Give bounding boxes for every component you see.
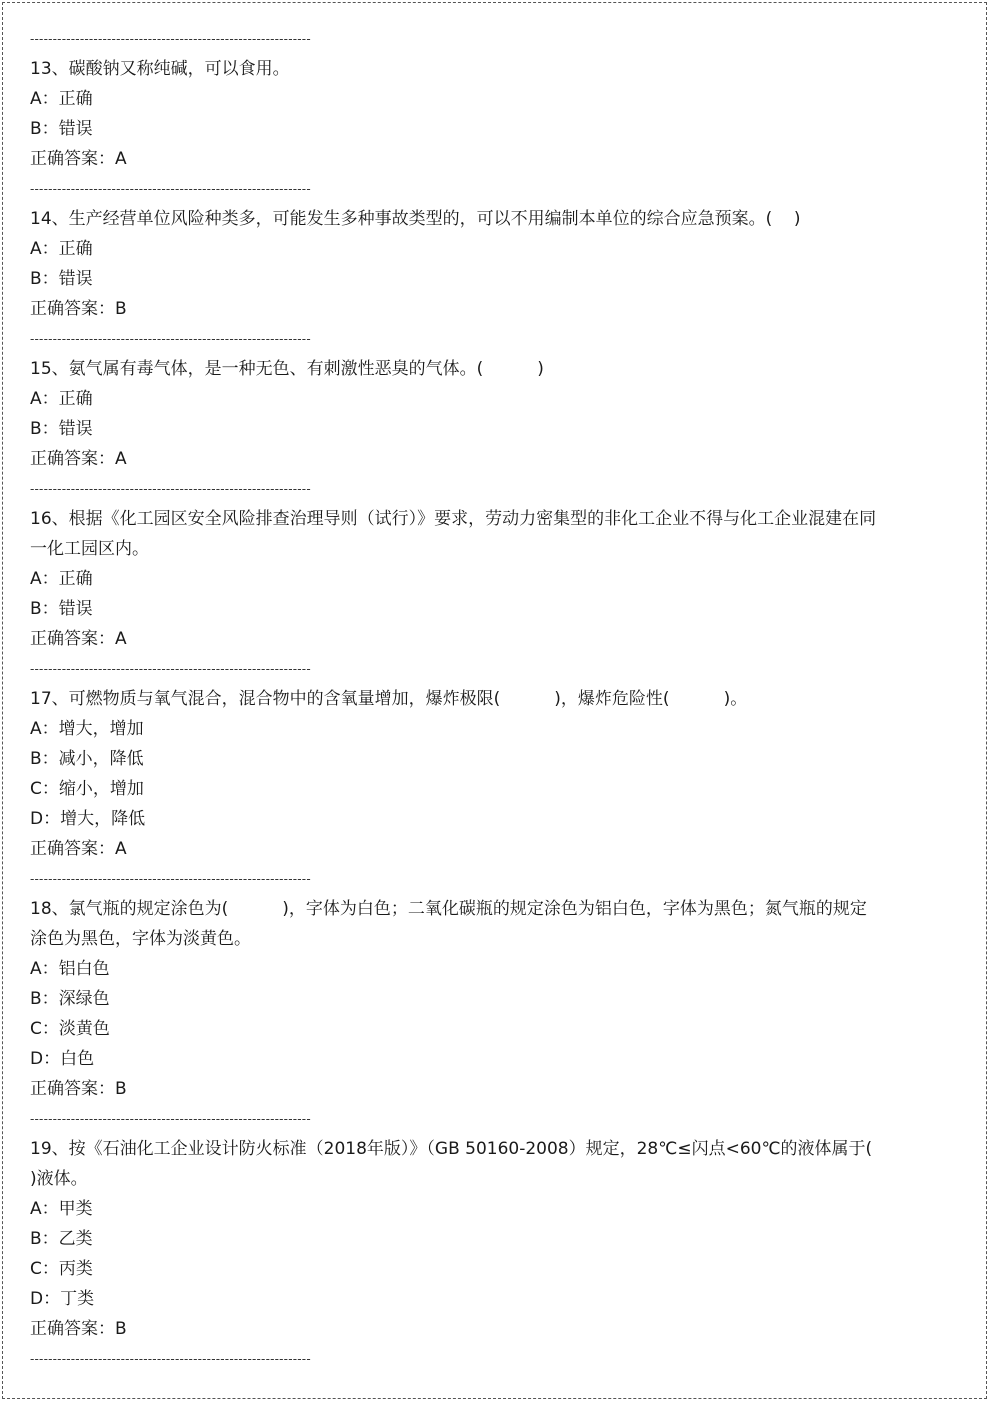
separator-line: -------------------------------------------------------------- <box>30 662 311 676</box>
separator-line: -------------------------------------------------------------- <box>30 332 311 346</box>
option-item: A：甲类 <box>30 1199 93 1219</box>
option-item: B：减小，降低 <box>30 749 144 769</box>
option-item: B：错误 <box>30 599 93 619</box>
question-block <box>30 204 890 324</box>
option-item: B：深绿色 <box>30 989 110 1009</box>
question-text: 17、可燃物质与氧气混合，混合物中的含氧量增加，爆炸极限( )，爆炸危险性( )。 <box>30 689 748 709</box>
question-text: 19、按《石油化工企业设计防火标准（2018年版）》（GB 50160-2008）规定，28℃≤闪点<60℃的液体属于( )液体。 <box>30 1139 927 1189</box>
separator-line: -------------------------------------------------------------- <box>30 872 311 886</box>
option-item: D：增大，降低 <box>30 809 146 829</box>
option-item: B：乙类 <box>30 1229 93 1249</box>
option-item: C：缩小，增加 <box>30 779 144 799</box>
option-item: A：正确 <box>30 569 93 589</box>
option-item: D：白色 <box>30 1049 95 1069</box>
separator-line: -------------------------------------------------------------- <box>30 32 311 46</box>
option-item: A：正确 <box>30 89 93 109</box>
correct-answer: 正确答案：B <box>30 299 127 319</box>
option-item: A：正确 <box>30 239 93 259</box>
correct-answer: 正确答案：A <box>30 149 127 169</box>
option-item: C：丙类 <box>30 1259 93 1279</box>
correct-answer: 正确答案：B <box>30 1319 127 1339</box>
question-block <box>30 504 890 654</box>
correct-answer: 正确答案：B <box>30 1079 127 1099</box>
question-text: 16、根据《化工园区安全风险排查治理导则（试行）》要求，劳动力密集型的非化工企业不得与化工企业混建在同一化工园区内。 <box>30 509 877 559</box>
option-item: B：错误 <box>30 419 93 439</box>
question-block <box>30 54 890 174</box>
option-item: B：错误 <box>30 119 93 139</box>
correct-answer: 正确答案：A <box>30 629 127 649</box>
question-text: 15、氨气属有毒气体，是一种无色、有刺激性恶臭的气体。( ) <box>30 359 544 379</box>
question-text: 14、生产经营单位风险种类多，可能发生多种事故类型的，可以不用编制本单位的综合应急预案。( ) <box>30 209 801 229</box>
question-text: 18、氯气瓶的规定涂色为( )，字体为白色；二氧化碳瓶的规定涂色为铝白色，字体为黑色；氮气瓶的规定涂色为黑色，字体为淡黄色。 <box>30 899 867 949</box>
option-item: C：淡黄色 <box>30 1019 110 1039</box>
question-block <box>30 684 890 864</box>
option-item: A：铝白色 <box>30 959 110 979</box>
option-item: B：错误 <box>30 269 93 289</box>
separator-line: -------------------------------------------------------------- <box>30 482 311 496</box>
question-block <box>30 354 890 474</box>
question-text: 13、碳酸钠又称纯碱，可以食用。 <box>30 59 290 79</box>
separator-line: -------------------------------------------------------------- <box>30 182 311 196</box>
option-item: A：增大，增加 <box>30 719 144 739</box>
correct-answer: 正确答案：A <box>30 449 127 469</box>
separator-line: -------------------------------------------------------------- <box>30 1352 311 1366</box>
option-item: D：丁类 <box>30 1289 95 1309</box>
question-block <box>30 894 890 1104</box>
option-item: A：正确 <box>30 389 93 409</box>
question-list <box>30 24 927 1374</box>
correct-answer: 正确答案：A <box>30 839 127 859</box>
question-block <box>30 1134 927 1344</box>
separator-line: -------------------------------------------------------------- <box>30 1112 311 1126</box>
